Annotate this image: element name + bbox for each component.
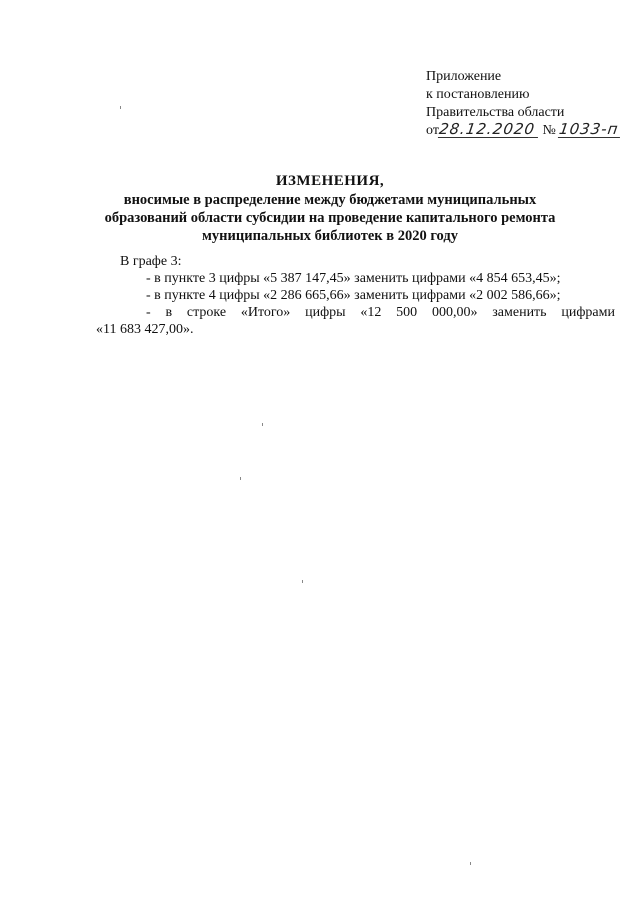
body-item-3-line-1: - в строке «Итого» цифры «12 500 000,00» заменить цифрами [146, 305, 615, 320]
scan-speck [240, 477, 241, 480]
body-item-1: - в пункте 3 цифры «5 387 147,45» заменить цифрами «4 854 653,45»; [146, 271, 561, 286]
appendix-date-line [426, 122, 626, 140]
scan-speck [262, 423, 263, 426]
appendix-line-2: к постановлению [426, 87, 530, 102]
body-item-3-line-2: «11 683 427,00». [96, 322, 194, 337]
number-prefix: № [542, 123, 556, 138]
handwritten-number: 1033-п [558, 122, 622, 138]
title-main: ИЗМЕНЕНИЯ, [275, 173, 385, 189]
body-intro: В графе 3: [120, 254, 182, 269]
title-subtitle-line-1: вносимые в распределение между бюджетами муниципальных [123, 192, 537, 208]
scan-speck [120, 106, 121, 109]
body-item-2: - в пункте 4 цифры «2 286 665,66» заменить цифрами «2 002 586,66»; [146, 288, 561, 303]
handwritten-date: 28.12.2020 [438, 122, 540, 138]
appendix-line-1: Приложение [426, 69, 502, 84]
title-subtitle-line-3: муниципальных библиотек в 2020 году [202, 228, 458, 244]
appendix-header [426, 68, 626, 140]
scan-speck [470, 862, 471, 865]
title-subtitle-line-2: образований области субсидии на проведение капитального ремонта [104, 210, 556, 226]
document-body [96, 253, 615, 338]
document-title [100, 172, 560, 245]
appendix-line-3: Правительства области [426, 105, 565, 120]
scan-speck [302, 580, 303, 583]
date-prefix: от [426, 123, 439, 138]
